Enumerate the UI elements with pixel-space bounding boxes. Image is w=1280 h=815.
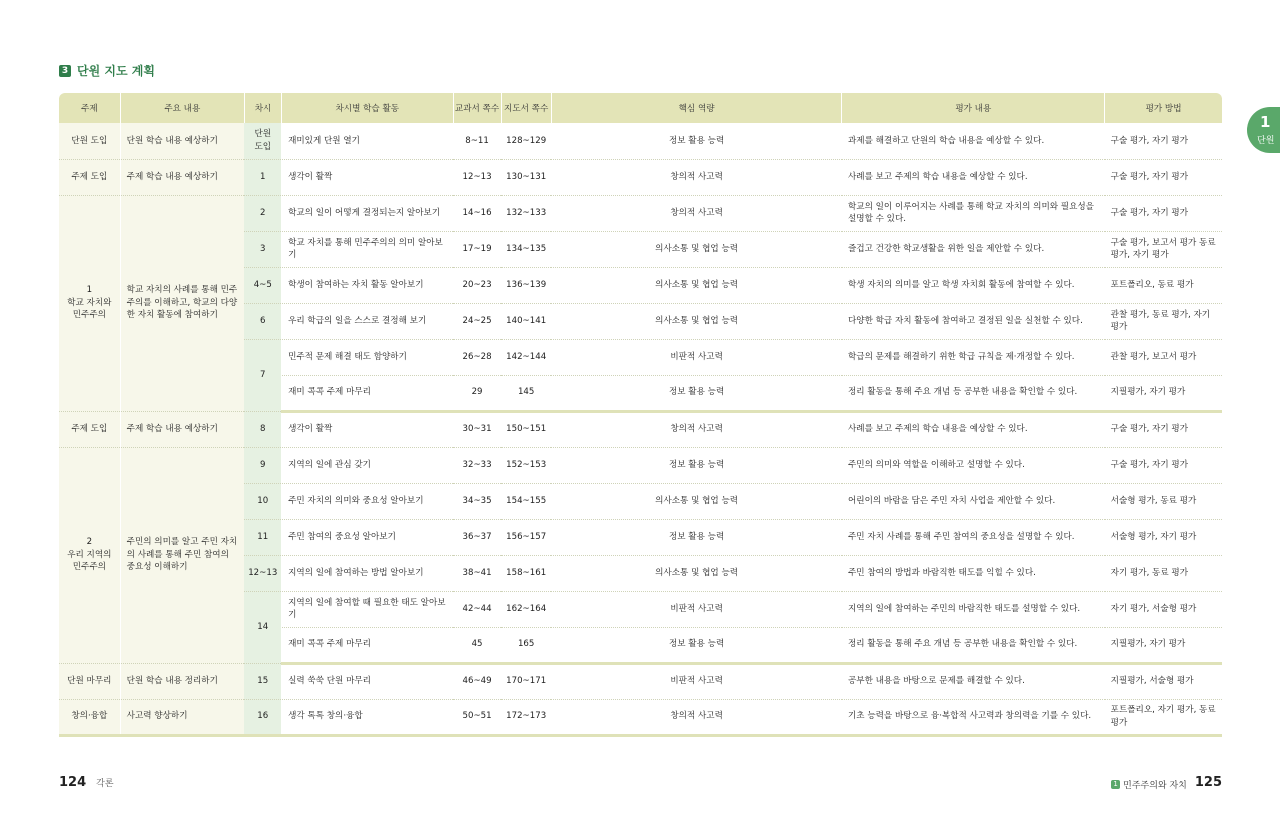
cell-textbook-pages: 38~41 (453, 555, 501, 591)
cell-evaluation: 다양한 학급 자치 활동에 참여하고 결정된 일을 실천할 수 있다. (842, 303, 1105, 339)
cell-method: 서술형 평가, 동료 평가 (1105, 483, 1222, 519)
cell-activity: 생각 톡톡 창의·융합 (282, 699, 453, 735)
cell-guide-pages: 134~135 (501, 231, 551, 267)
cell-competency: 창의적 사고력 (551, 159, 842, 195)
cell-textbook-pages: 46~49 (453, 663, 501, 699)
cell-method: 구술 평가, 자기 평가 (1105, 159, 1222, 195)
cell-order: 7 (244, 339, 281, 411)
cell-guide-pages: 154~155 (501, 483, 551, 519)
cell-guide-pages: 142~144 (501, 339, 551, 375)
cell-content: 주민의 의미를 알고 주민 자치의 사례를 통해 주민 참여의 중요성 이해하기 (120, 447, 244, 663)
cell-order: 6 (244, 303, 281, 339)
cell-order: 12~13 (244, 555, 281, 591)
cell-activity: 재미 콕콕 주제 마무리 (282, 627, 453, 663)
cell-activity: 지역의 일에 관심 갖기 (282, 447, 453, 483)
cell-activity: 재미 콕콕 주제 마무리 (282, 375, 453, 411)
section-title (59, 62, 155, 79)
cell-competency: 정보 활용 능력 (551, 123, 842, 159)
cell-activity: 학생이 참여하는 자치 활동 알아보기 (282, 267, 453, 303)
left-page-label: 각론 (96, 779, 114, 789)
cell-order: 4~5 (244, 267, 281, 303)
cell-evaluation: 과제를 해결하고 단원의 학습 내용을 예상할 수 있다. (842, 123, 1105, 159)
footer-right (1111, 775, 1222, 791)
cell-method: 자기 평가, 동료 평가 (1105, 555, 1222, 591)
cell-guide-pages: 170~171 (501, 663, 551, 699)
cell-competency: 창의적 사고력 (551, 195, 842, 231)
cell-evaluation: 사례를 보고 주제의 학습 내용을 예상할 수 있다. (842, 159, 1105, 195)
cell-evaluation: 주민의 의미와 역할을 이해하고 설명할 수 있다. (842, 447, 1105, 483)
cell-method: 구술 평가, 자기 평가 (1105, 195, 1222, 231)
cell-order: 2 (244, 195, 281, 231)
cell-textbook-pages: 34~35 (453, 483, 501, 519)
cell-method: 포트폴리오, 자기 평가, 동료 평가 (1105, 699, 1222, 735)
cell-textbook-pages: 20~23 (453, 267, 501, 303)
cell-order: 단원 도입 (244, 123, 281, 159)
cell-subject: 주제 도입 (59, 159, 120, 195)
cell-activity: 재미있게 단원 열기 (282, 123, 453, 159)
cell-guide-pages: 136~139 (501, 267, 551, 303)
cell-method: 자기 평가, 서술형 평가 (1105, 591, 1222, 627)
table-row (59, 159, 1222, 195)
cell-guide-pages: 140~141 (501, 303, 551, 339)
cell-textbook-pages: 17~19 (453, 231, 501, 267)
cell-content: 주제 학습 내용 예상하기 (120, 159, 244, 195)
header-content: 주요 내용 (120, 93, 244, 123)
cell-competency: 의사소통 및 협업 능력 (551, 303, 842, 339)
cell-order: 10 (244, 483, 281, 519)
right-page-label: 민주주의와 자치 (1123, 781, 1187, 791)
cell-content: 주제 학습 내용 예상하기 (120, 411, 244, 447)
cell-activity: 주민 참여의 중요성 알아보기 (282, 519, 453, 555)
header-competency: 핵심 역량 (551, 93, 842, 123)
cell-order: 3 (244, 231, 281, 267)
table-row (59, 447, 1222, 483)
cell-method: 지필평가, 서술형 평가 (1105, 663, 1222, 699)
cell-textbook-pages: 12~13 (453, 159, 501, 195)
footer-left (59, 775, 114, 790)
header-activity: 차시별 학습 활동 (282, 93, 453, 123)
cell-evaluation: 주민 참여의 방법과 바람직한 태도를 익힐 수 있다. (842, 555, 1105, 591)
cell-order: 15 (244, 663, 281, 699)
left-page-number: 124 (59, 775, 87, 790)
cell-guide-pages: 158~161 (501, 555, 551, 591)
cell-activity: 생각이 활짝 (282, 411, 453, 447)
table-row (59, 699, 1222, 735)
unit-badge-icon: 1 (1111, 780, 1120, 789)
cell-guide-pages: 156~157 (501, 519, 551, 555)
cell-textbook-pages: 29 (453, 375, 501, 411)
cell-activity: 우리 학급의 일을 스스로 결정해 보기 (282, 303, 453, 339)
cell-order: 8 (244, 411, 281, 447)
cell-competency: 비판적 사고력 (551, 591, 842, 627)
cell-content: 학교 자치의 사례를 통해 민주주의를 이해하고, 학교의 다양한 자치 활동에 참여하기 (120, 195, 244, 411)
cell-activity: 실력 쑥쑥 단원 마무리 (282, 663, 453, 699)
cell-activity: 지역의 일에 참여하는 방법 알아보기 (282, 555, 453, 591)
table-row (59, 195, 1222, 231)
cell-content: 사고력 향상하기 (120, 699, 244, 735)
cell-subject: 창의·융합 (59, 699, 120, 735)
cell-activity: 생각이 활짝 (282, 159, 453, 195)
cell-evaluation: 학생 자치의 의미를 알고 학생 자치회 활동에 참여할 수 있다. (842, 267, 1105, 303)
cell-order: 1 (244, 159, 281, 195)
cell-evaluation: 사례를 보고 주제의 학습 내용을 예상할 수 있다. (842, 411, 1105, 447)
cell-method: 구술 평가, 자기 평가 (1105, 123, 1222, 159)
cell-method: 구술 평가, 보고서 평가 동료 평가, 자기 평가 (1105, 231, 1222, 267)
cell-activity: 학교 자치를 통해 민주주의의 의미 알아보기 (282, 231, 453, 267)
cell-evaluation: 즐겁고 건강한 학교생활을 위한 일을 제안할 수 있다. (842, 231, 1105, 267)
header-order: 차시 (244, 93, 281, 123)
header-method: 평가 방법 (1105, 93, 1222, 123)
cell-order: 11 (244, 519, 281, 555)
right-page-number: 125 (1194, 775, 1222, 790)
cell-method: 구술 평가, 자기 평가 (1105, 411, 1222, 447)
cell-textbook-pages: 32~33 (453, 447, 501, 483)
cell-subject: 주제 도입 (59, 411, 120, 447)
cell-evaluation: 공부한 내용을 바탕으로 문제를 해결할 수 있다. (842, 663, 1105, 699)
cell-method: 관찰 평가, 동료 평가, 자기 평가 (1105, 303, 1222, 339)
cell-subject: 단원 도입 (59, 123, 120, 159)
cell-textbook-pages: 24~25 (453, 303, 501, 339)
cell-textbook-pages: 36~37 (453, 519, 501, 555)
cell-textbook-pages: 26~28 (453, 339, 501, 375)
cell-textbook-pages: 30~31 (453, 411, 501, 447)
cell-evaluation: 학교의 일이 이루어지는 사례를 통해 학교 자치의 의미와 필요성을 설명할 수 있다. (842, 195, 1105, 231)
section-title-text: 단원 지도 계획 (77, 64, 155, 78)
cell-competency: 정보 활용 능력 (551, 447, 842, 483)
cell-competency: 의사소통 및 협업 능력 (551, 231, 842, 267)
cell-guide-pages: 150~151 (501, 411, 551, 447)
cell-evaluation: 지역의 일에 참여하는 주민의 바람직한 태도를 설명할 수 있다. (842, 591, 1105, 627)
cell-textbook-pages: 42~44 (453, 591, 501, 627)
cell-method: 관찰 평가, 보고서 평가 (1105, 339, 1222, 375)
cell-competency: 창의적 사고력 (551, 411, 842, 447)
cell-guide-pages: 132~133 (501, 195, 551, 231)
cell-guide-pages: 165 (501, 627, 551, 663)
cell-method: 지필평가, 자기 평가 (1105, 375, 1222, 411)
cell-content: 단원 학습 내용 예상하기 (120, 123, 244, 159)
cell-competency: 정보 활용 능력 (551, 627, 842, 663)
table-row (59, 123, 1222, 159)
table-header-row (59, 93, 1222, 123)
cell-method: 서술형 평가, 자기 평가 (1105, 519, 1222, 555)
header-subject: 주제 (59, 93, 120, 123)
cell-subject: 1 학교 자치와 민주주의 (59, 195, 120, 411)
cell-method: 구술 평가, 자기 평가 (1105, 447, 1222, 483)
table-row (59, 411, 1222, 447)
right-page-label-wrap (1111, 778, 1187, 791)
cell-content: 단원 학습 내용 정리하기 (120, 663, 244, 699)
cell-method: 지필평가, 자기 평가 (1105, 627, 1222, 663)
cell-guide-pages: 128~129 (501, 123, 551, 159)
cell-guide-pages: 130~131 (501, 159, 551, 195)
cell-competency: 정보 활용 능력 (551, 375, 842, 411)
cell-evaluation: 정리 활동을 통해 주요 개념 등 공부한 내용을 확인할 수 있다. (842, 627, 1105, 663)
cell-textbook-pages: 45 (453, 627, 501, 663)
cell-evaluation: 주민 자치 사례를 통해 주민 참여의 중요성을 설명할 수 있다. (842, 519, 1105, 555)
table-row (59, 663, 1222, 699)
cell-activity: 지역의 일에 참여할 때 필요한 태도 알아보기 (282, 591, 453, 627)
cell-evaluation: 기초 능력을 바탕으로 융·복합적 사고력과 창의력을 기를 수 있다. (842, 699, 1105, 735)
cell-evaluation: 어린이의 바람을 담은 주민 자치 사업을 제안할 수 있다. (842, 483, 1105, 519)
cell-subject: 단원 마무리 (59, 663, 120, 699)
cell-competency: 정보 활용 능력 (551, 519, 842, 555)
cell-competency: 의사소통 및 협업 능력 (551, 483, 842, 519)
cell-method: 포트폴리오, 동료 평가 (1105, 267, 1222, 303)
cell-competency: 비판적 사고력 (551, 339, 842, 375)
cell-guide-pages: 152~153 (501, 447, 551, 483)
header-guide-pages: 지도서 쪽수 (501, 93, 551, 123)
cell-order: 14 (244, 591, 281, 663)
unit-tab-label: 단원 (1257, 136, 1275, 146)
cell-subject: 2 우리 지역의 민주주의 (59, 447, 120, 663)
cell-competency: 의사소통 및 협업 능력 (551, 555, 842, 591)
cell-order: 16 (244, 699, 281, 735)
cell-textbook-pages: 50~51 (453, 699, 501, 735)
cell-evaluation: 정리 활동을 통해 주요 개념 등 공부한 내용을 확인할 수 있다. (842, 375, 1105, 411)
cell-competency: 창의적 사고력 (551, 699, 842, 735)
cell-activity: 학교의 일이 어떻게 결정되는지 알아보기 (282, 195, 453, 231)
cell-order: 9 (244, 447, 281, 483)
cell-activity: 주민 자치의 의미와 중요성 알아보기 (282, 483, 453, 519)
section-number: 3 (59, 65, 71, 77)
cell-activity: 민주적 문제 해결 태도 함양하기 (282, 339, 453, 375)
header-textbook-pages: 교과서 쪽수 (453, 93, 501, 123)
header-evaluation: 평가 내용 (842, 93, 1105, 123)
cell-evaluation: 학급의 문제를 해결하기 위한 학급 규칙을 제·개정할 수 있다. (842, 339, 1105, 375)
cell-guide-pages: 145 (501, 375, 551, 411)
unit-plan-table (59, 93, 1222, 737)
unit-side-tab[interactable] (1247, 107, 1280, 153)
unit-tab-number: 1 (1260, 113, 1271, 131)
cell-guide-pages: 162~164 (501, 591, 551, 627)
cell-textbook-pages: 14~16 (453, 195, 501, 231)
cell-textbook-pages: 8~11 (453, 123, 501, 159)
cell-competency: 의사소통 및 협업 능력 (551, 267, 842, 303)
cell-competency: 비판적 사고력 (551, 663, 842, 699)
cell-guide-pages: 172~173 (501, 699, 551, 735)
